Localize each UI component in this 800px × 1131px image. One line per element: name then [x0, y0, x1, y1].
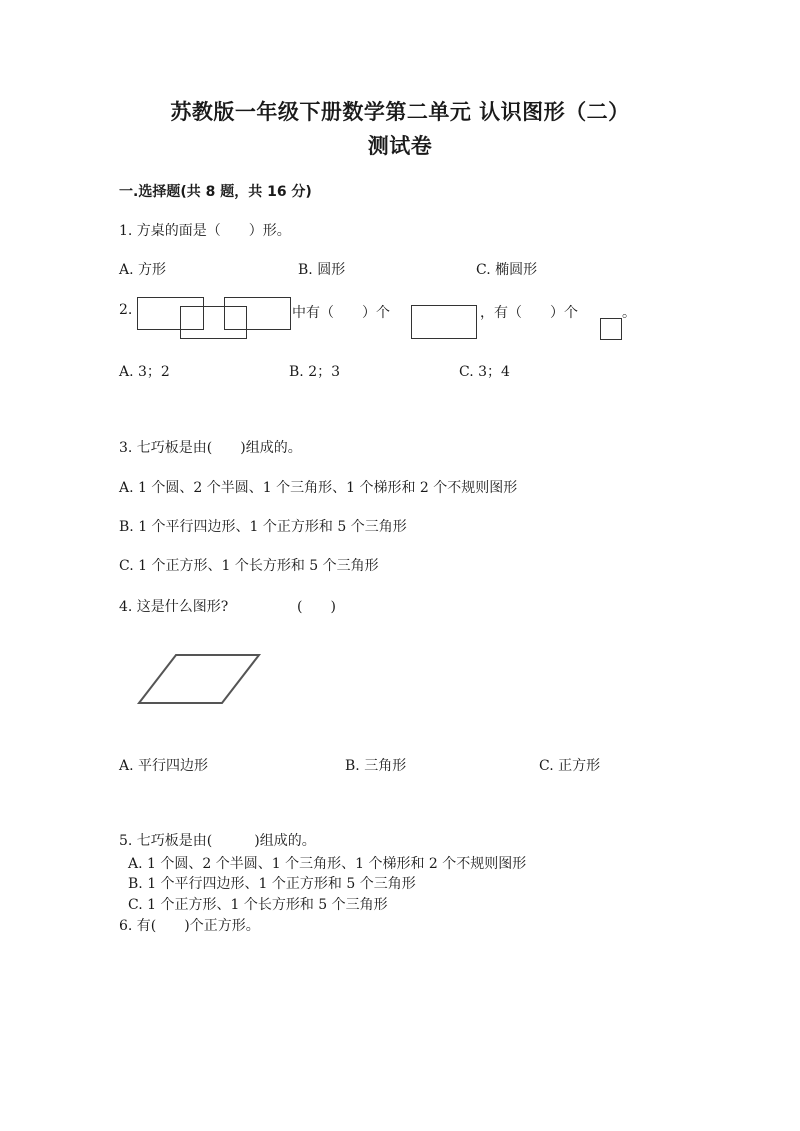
- question-3-stem: 3. 七巧板是由( )组成的。: [119, 440, 302, 456]
- question-1-option-a[interactable]: A. 方形: [119, 262, 167, 278]
- question-5-option-c[interactable]: C. 1 个正方形、1 个长方形和 5 个三角形: [128, 897, 388, 913]
- square-example-shape: [600, 318, 622, 340]
- question-2-option-b[interactable]: B. 2；3: [289, 364, 341, 380]
- section-heading: 一.选择题(共 8 题，共 16 分): [119, 184, 312, 200]
- rectangle-shape: [224, 297, 291, 330]
- question-2-text-b: ，有（ ）个: [480, 305, 578, 321]
- parallelogram-shape: [139, 655, 259, 703]
- question-6-stem: 6. 有( )个正方形。: [119, 918, 260, 934]
- question-5-stem: 5. 七巧板是由( )组成的。: [119, 833, 316, 849]
- question-3-option-a[interactable]: A. 1 个圆、2 个半圆、1 个三角形、1 个梯形和 2 个不规则图形: [119, 480, 518, 496]
- question-2-number: 2.: [119, 302, 133, 318]
- question-3-option-c[interactable]: C. 1 个正方形、1 个长方形和 5 个三角形: [119, 558, 379, 574]
- question-2-text-c: 。: [622, 305, 636, 321]
- page-title: 苏教版一年级下册数学第二单元 认识图形（二）: [170, 100, 630, 124]
- question-4-option-c[interactable]: C. 正方形: [539, 758, 601, 774]
- question-4-option-a[interactable]: A. 平行四边形: [119, 758, 209, 774]
- question-3-option-b[interactable]: B. 1 个平行四边形、1 个正方形和 5 个三角形: [119, 519, 407, 535]
- question-1-option-b[interactable]: B. 圆形: [298, 262, 346, 278]
- question-2-option-c[interactable]: C. 3；4: [459, 364, 510, 380]
- question-5-option-b[interactable]: B. 1 个平行四边形、1 个正方形和 5 个三角形: [128, 876, 416, 892]
- question-5-option-a[interactable]: A. 1 个圆、2 个半圆、1 个三角形、1 个梯形和 2 个不规则图形: [128, 856, 527, 872]
- question-1-stem: 1. 方桌的面是（ ）形。: [119, 223, 291, 239]
- question-2-text-a: 中有（ ）个: [292, 305, 390, 321]
- question-4-blank: ( ): [297, 599, 336, 615]
- question-2-option-a[interactable]: A. 3；2: [119, 364, 170, 380]
- question-1-option-c[interactable]: C. 椭圆形: [476, 262, 538, 278]
- rectangle-example-shape: [411, 305, 477, 339]
- page-subtitle: 测试卷: [367, 134, 433, 158]
- question-4-stem: 4. 这是什么图形?: [119, 599, 229, 615]
- parallelogram-figure: [130, 648, 270, 710]
- question-4-option-b[interactable]: B. 三角形: [345, 758, 407, 774]
